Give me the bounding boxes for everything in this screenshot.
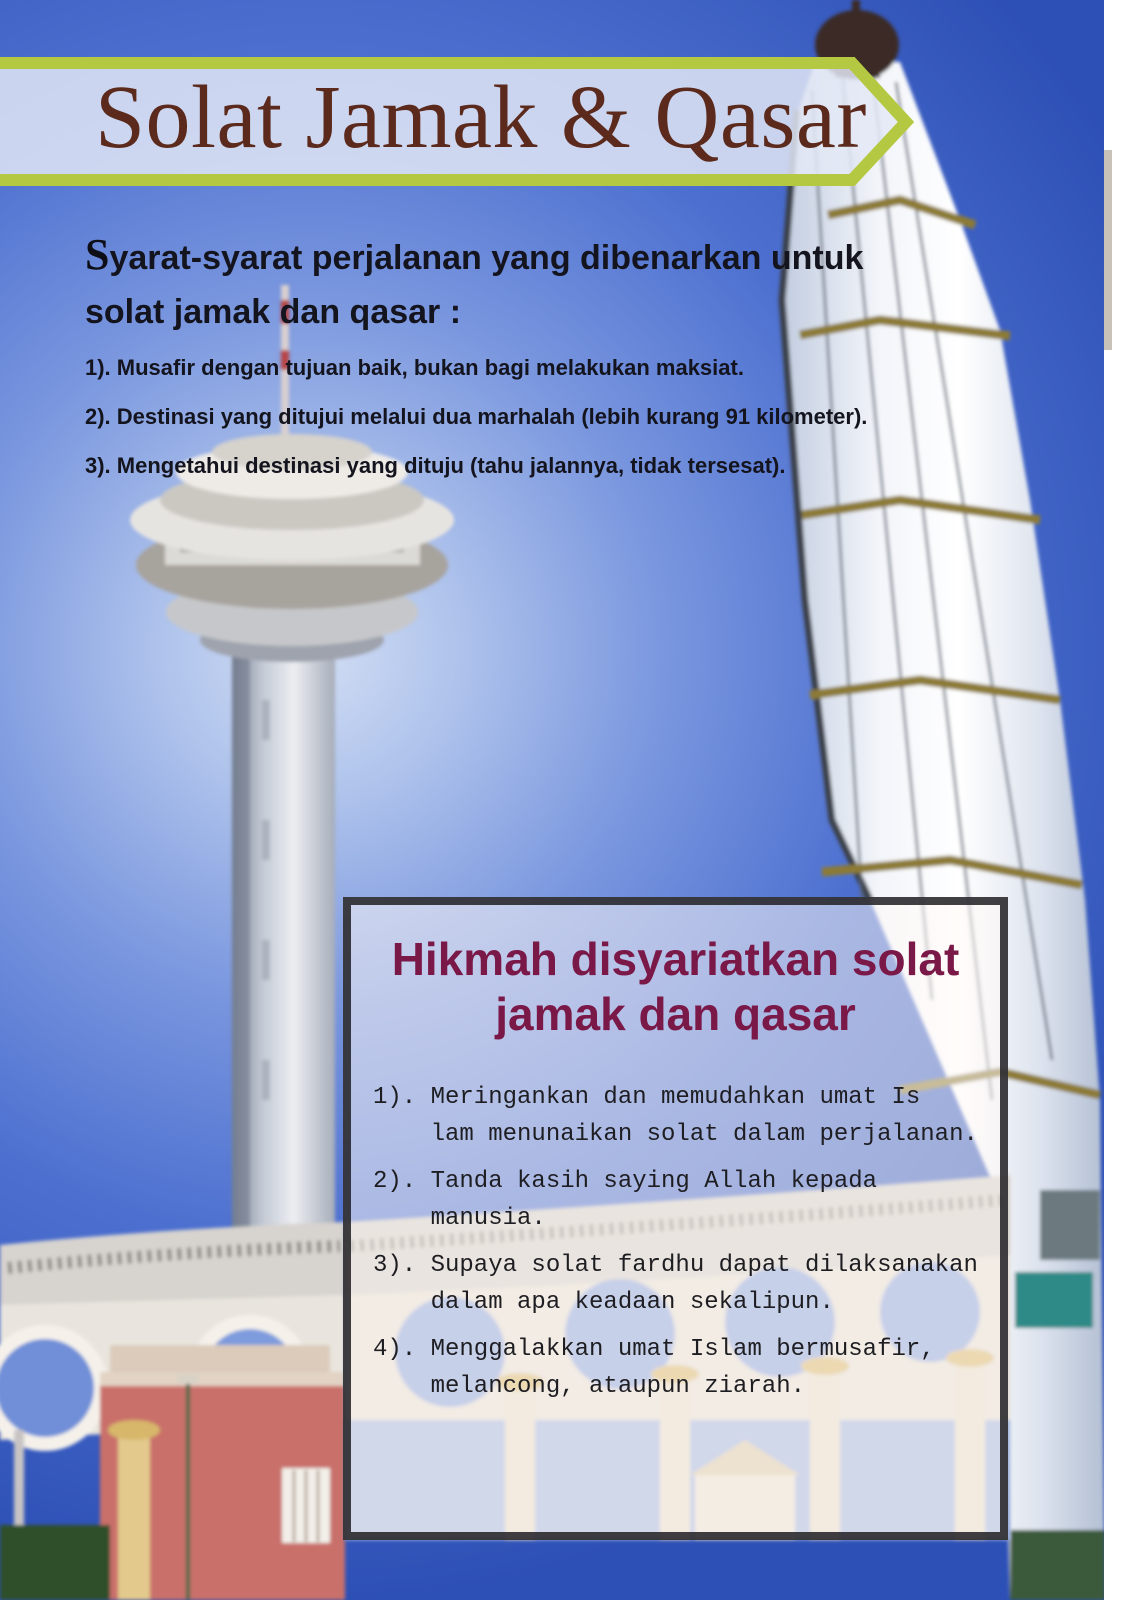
list-item (373, 1331, 1000, 1405)
item-number: 1). (373, 1084, 417, 1111)
left-colonnade (0, 1222, 345, 1600)
list-item: 3). Mengetahui destinasi yang dituju (tahu jalannya, tidak tersesat). (85, 453, 786, 478)
list-item (373, 1247, 1000, 1321)
hikmah-box (343, 897, 1008, 1540)
item-line: Meringankan dan memudahkan umat Is (430, 1084, 921, 1111)
item-line: manusia. (430, 1205, 546, 1232)
item-line: Supaya solat fardhu dapat dilaksanakan (430, 1252, 978, 1279)
item-text (431, 1079, 978, 1153)
syarat-heading: Syarat-syarat perjalanan yang dibenarkan untuk solat jamak dan qasar : (85, 230, 864, 331)
right-margin-mark (1104, 150, 1112, 350)
item-number: 4). (373, 1336, 417, 1363)
item-line: Tanda kasih saying Allah kepada (430, 1168, 878, 1195)
item-line: melancong, ataupun ziarah. (430, 1373, 806, 1400)
syarat-list (85, 343, 1095, 490)
syarat-section (85, 228, 1095, 490)
list-item: 2). Destinasi yang ditujui melalui dua marhalah (lebih kurang 91 kilometer). (85, 404, 868, 429)
hikmah-heading: Hikmah disyariatkan solat jamak dan qasar (391, 933, 960, 1040)
item-number: 2). (373, 1168, 417, 1195)
page-title: Solat Jamak & Qasar (95, 68, 867, 167)
item-number: 3). (373, 1252, 417, 1279)
item-text (431, 1247, 978, 1321)
hikmah-list (351, 1079, 1000, 1405)
item-line: lam menunaikan solat dalam perjalanan. (430, 1121, 978, 1148)
item-text (431, 1163, 877, 1237)
list-item (373, 1079, 1000, 1153)
list-item (373, 1163, 1000, 1237)
item-line: Menggalakkan umat Islam bermusafir, (430, 1336, 935, 1363)
list-item: 1). Musafir dengan tujuan baik, bukan bagi melakukan maksiat. (85, 355, 744, 380)
item-line: dalam apa keadaan sekalipun. (430, 1289, 834, 1316)
item-text (431, 1331, 935, 1405)
